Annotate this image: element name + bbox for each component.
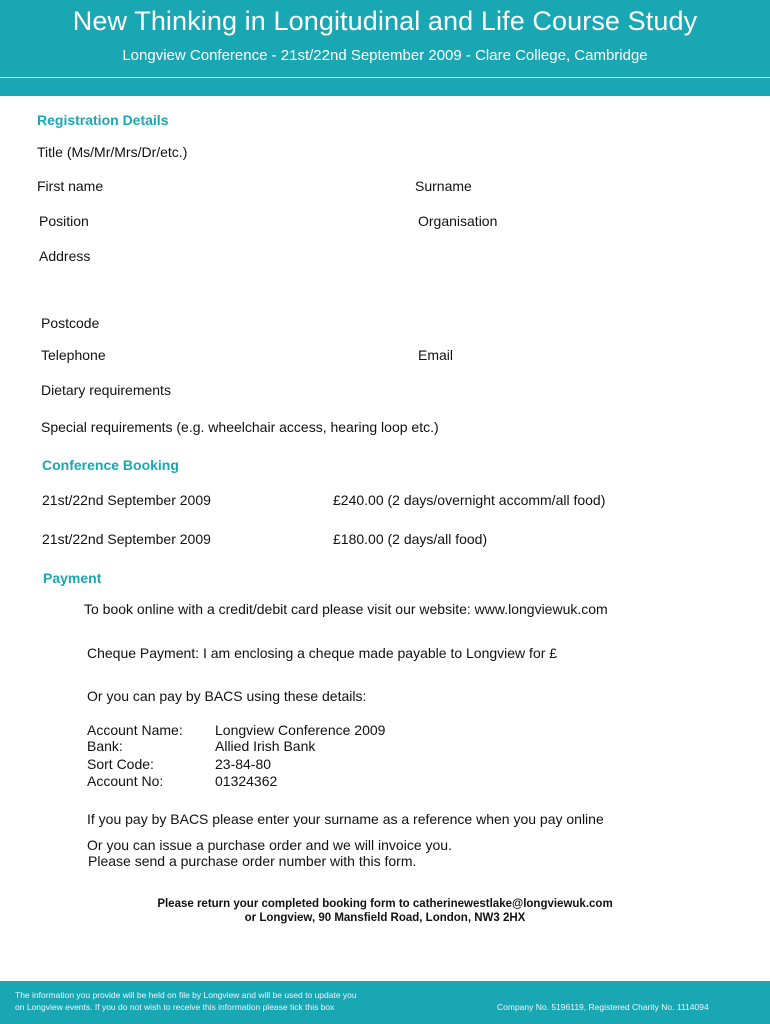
bacs-intro-text: Or you can pay by BACS using these details: <box>87 688 367 704</box>
booking-option-1-date: 21st/22nd September 2009 <box>42 492 211 508</box>
first-name-label: First name <box>37 178 104 194</box>
account-name-value: Longview Conference 2009 <box>215 722 386 738</box>
organisation-label: Organisation <box>418 213 498 229</box>
booking-heading: Conference Booking <box>42 457 179 473</box>
surname-label: Surname <box>415 178 472 194</box>
return-instructions-line-2: or Longview, 90 Mansfield Road, London, NW3 2HX <box>244 912 526 924</box>
conference-subtitle: Longview Conference - 21st/22nd September 2009 - Clare College, Cambridge <box>122 47 648 64</box>
dietary-label: Dietary requirements <box>41 382 171 398</box>
bacs-reference-text: If you pay by BACS please enter your surname as a reference when you pay online <box>87 811 604 827</box>
footer-banner <box>0 981 770 1024</box>
cheque-payment-text: Cheque Payment: I am enclosing a cheque made payable to Longview for £ <box>87 645 558 661</box>
booking-option-2-price: £180.00 (2 days/all food) <box>333 531 488 547</box>
company-registration-text: Company No. 5196119, Registered Charity No. 1114094 <box>497 1002 709 1012</box>
purchase-order-line-1: Or you can issue a purchase order and we will invoice you. <box>87 837 452 853</box>
online-payment-text: To book online with a credit/debit card please visit our website: www.longviewuk.com <box>84 601 608 617</box>
position-label: Position <box>39 213 89 229</box>
page-title: New Thinking in Longitudinal and Life Course Study <box>72 6 698 36</box>
privacy-notice-line-1: The information you provide will be held on file by Longview and will be used to update you <box>15 990 357 1000</box>
privacy-notice-line-2: on Longview events. If you do not wish to receive this information please tick this box <box>15 1002 335 1012</box>
registration-heading: Registration Details <box>37 112 169 128</box>
payment-heading: Payment <box>43 570 102 586</box>
postcode-label: Postcode <box>41 315 100 331</box>
account-name-label: Account Name: <box>87 722 183 738</box>
purchase-order-line-2: Please send a purchase order number with this form. <box>88 853 417 869</box>
address-label: Address <box>39 248 91 264</box>
header-divider <box>0 77 770 78</box>
email-label: Email <box>418 347 454 363</box>
return-instructions-line-1: Please return your completed booking form to catherinewestlake@longviewuk.com <box>157 898 613 910</box>
special-requirements-label: Special requirements (e.g. wheelchair access, hearing loop etc.) <box>41 419 439 435</box>
telephone-label: Telephone <box>41 347 106 363</box>
sort-code-value: 23-84-80 <box>215 756 272 772</box>
header-banner <box>0 0 770 96</box>
sort-code-label: Sort Code: <box>87 756 154 772</box>
bank-value: Allied Irish Bank <box>215 738 316 754</box>
booking-option-1-price: £240.00 (2 days/overnight accomm/all food) <box>333 492 606 508</box>
booking-option-2-date: 21st/22nd September 2009 <box>42 531 211 547</box>
account-no-label: Account No: <box>87 773 164 789</box>
bank-label: Bank: <box>87 738 123 754</box>
account-no-value: 01324362 <box>215 773 278 789</box>
title-field-label: Title (Ms/Mr/Mrs/Dr/etc.) <box>37 144 188 160</box>
